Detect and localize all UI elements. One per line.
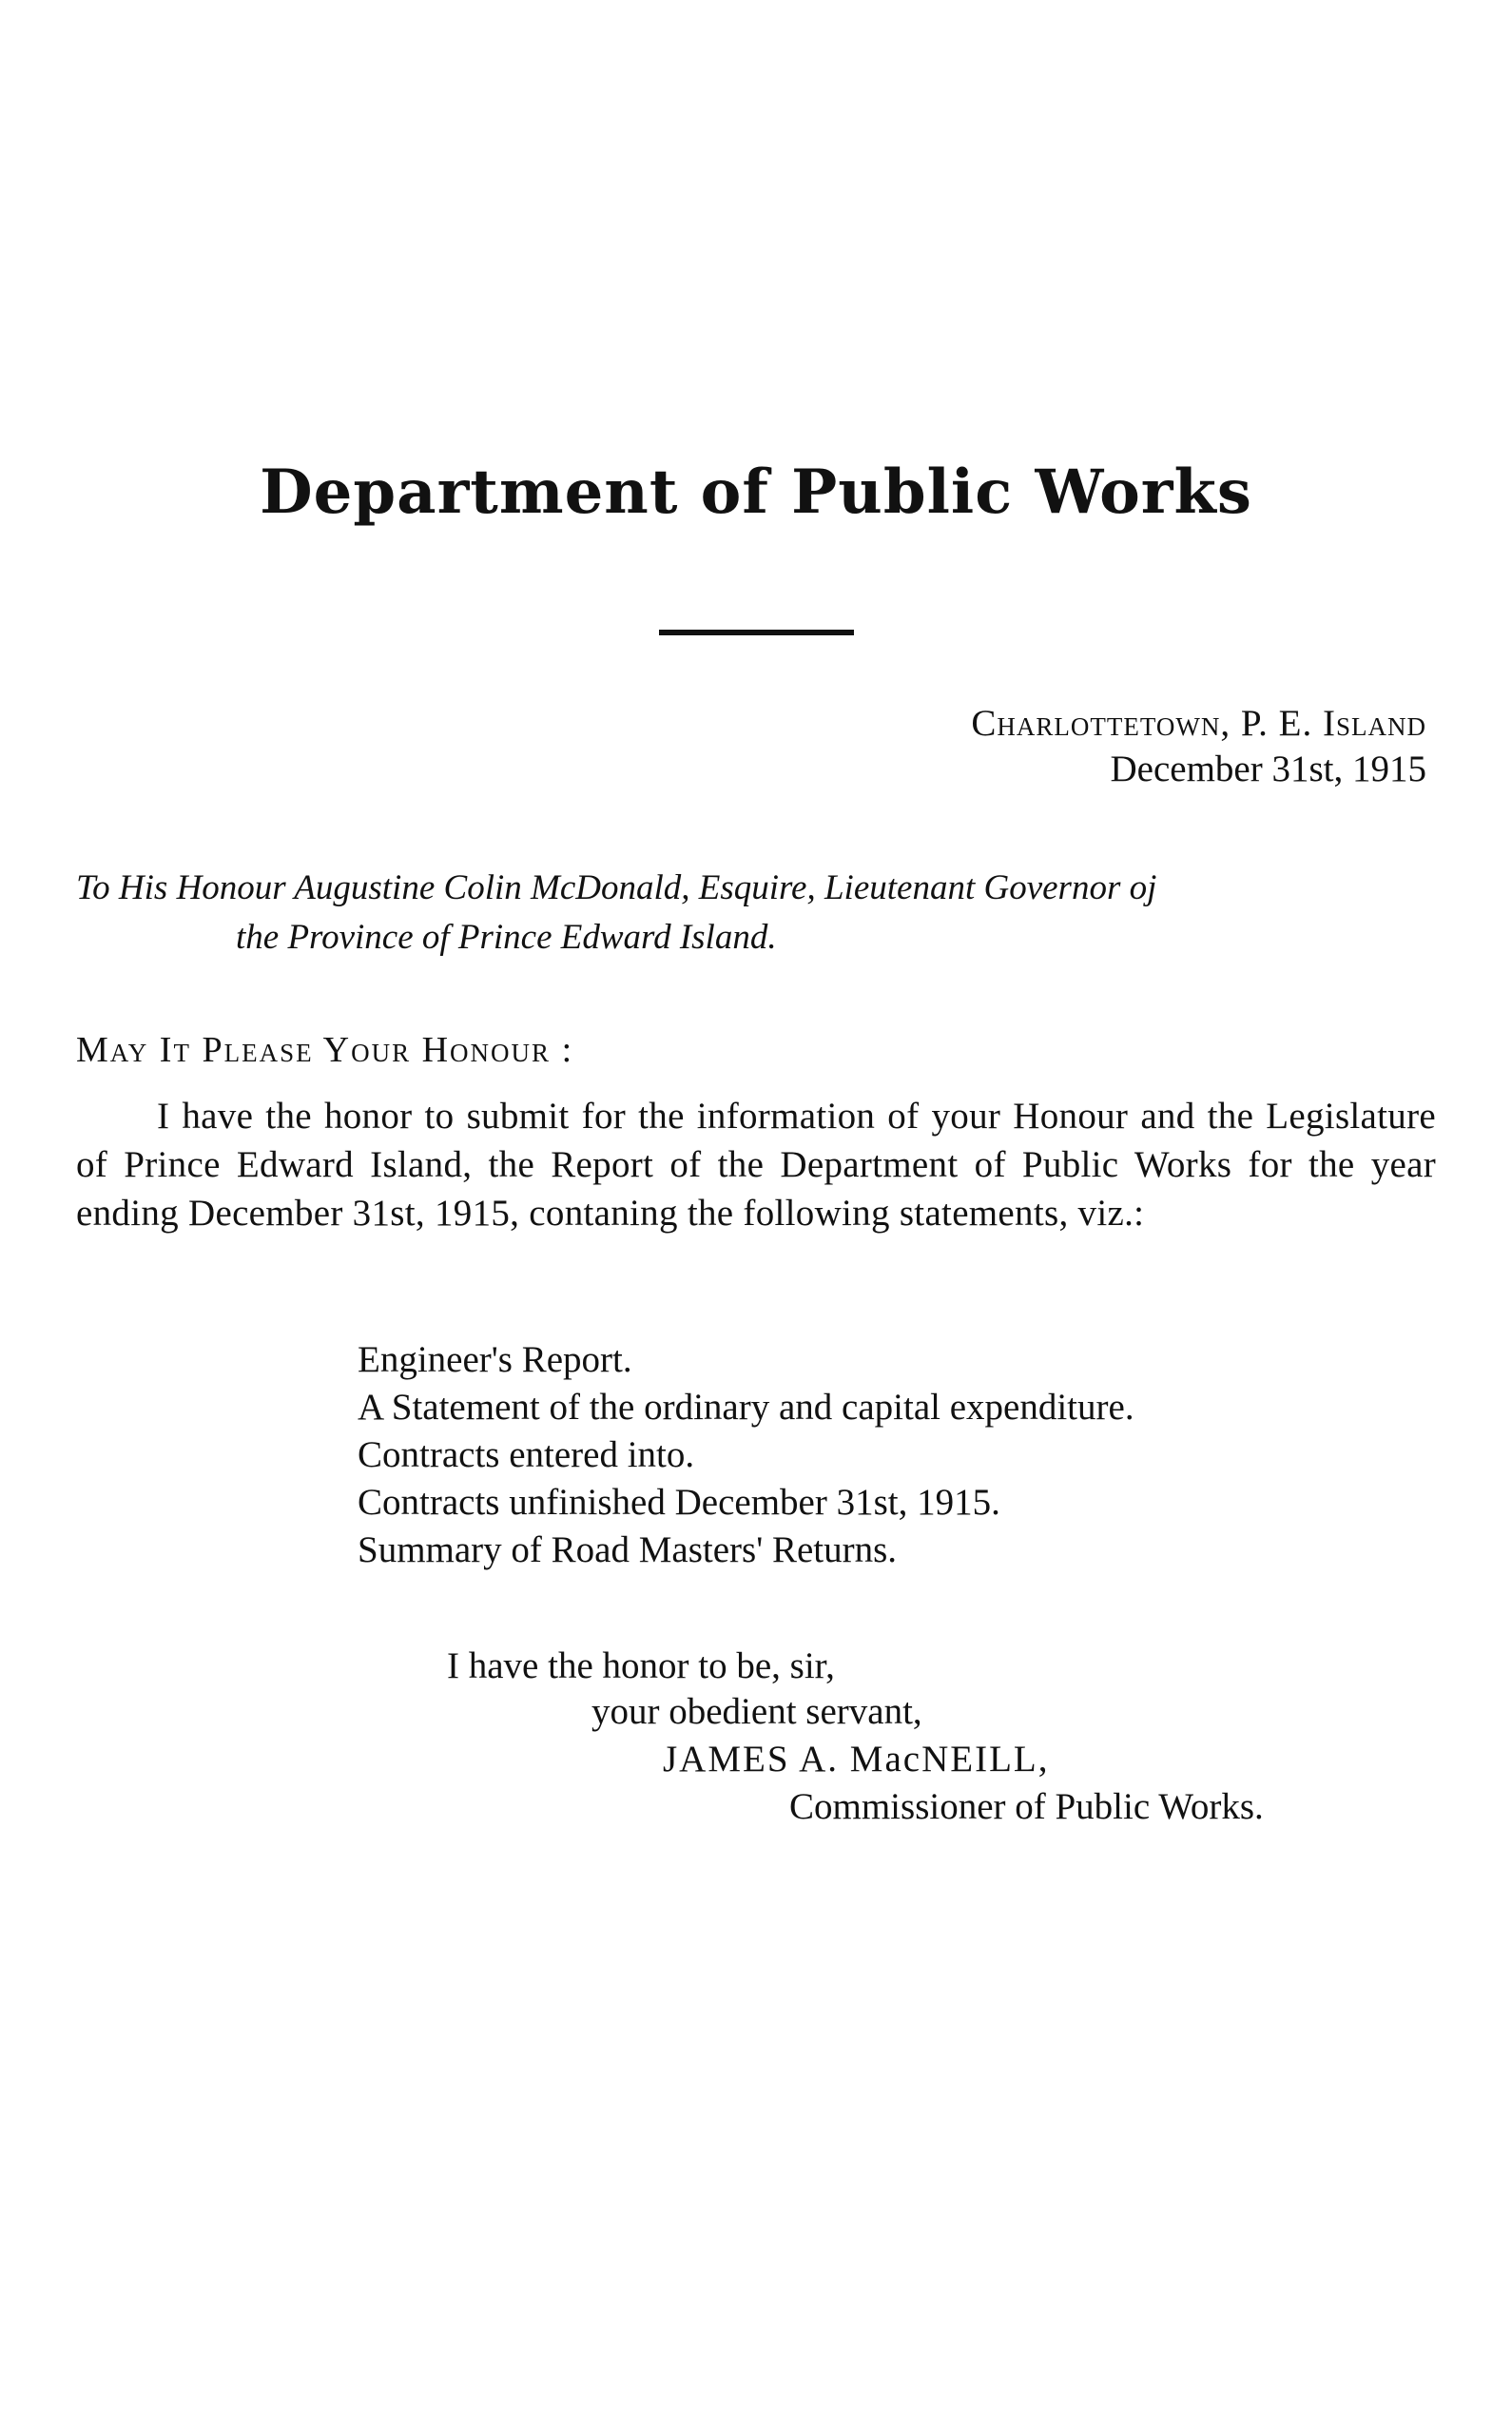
body-paragraph: I have the honor to submit for the information of your Honour and the Legislature of Prince Edward Island, the Report of the Department of Public Works for the year ending December 31st, 1915, contaning the following statements, viz.: <box>76 1096 1436 1234</box>
signer-name: JAMES A. MacNEILL, <box>663 1739 1050 1780</box>
salutation: May It Please Your Honour : <box>76 1030 574 1070</box>
list-item: Contracts unfinished December 31st, 1915. <box>358 1482 1000 1523</box>
date-line: December 31st, 1915 <box>1110 749 1426 789</box>
list-item: Engineer's Report. <box>358 1339 632 1380</box>
title-rule-divider <box>659 630 854 635</box>
list-item: Summary of Road Masters' Returns. <box>358 1529 898 1570</box>
place-line: Charlottetown, P. E. Island <box>971 703 1426 744</box>
document-title: Department of Public Works <box>260 457 1252 528</box>
address-line-2: the Province of Prince Edward Island. <box>236 918 777 957</box>
closing-line-1: I have the honor to be, sir, <box>447 1645 835 1686</box>
address-block <box>76 864 1436 963</box>
closing-line-2: your obedient servant, <box>591 1691 922 1732</box>
address-line-1: To His Honour Augustine Colin McDonald, Esquire, Lieutenant Governor oj <box>76 868 1157 907</box>
list-item: Contracts entered into. <box>358 1434 695 1475</box>
statements-list <box>358 1336 1134 1574</box>
list-item: A Statement of the ordinary and capital expenditure. <box>358 1387 1134 1428</box>
signer-title: Commissioner of Public Works. <box>789 1786 1264 1827</box>
